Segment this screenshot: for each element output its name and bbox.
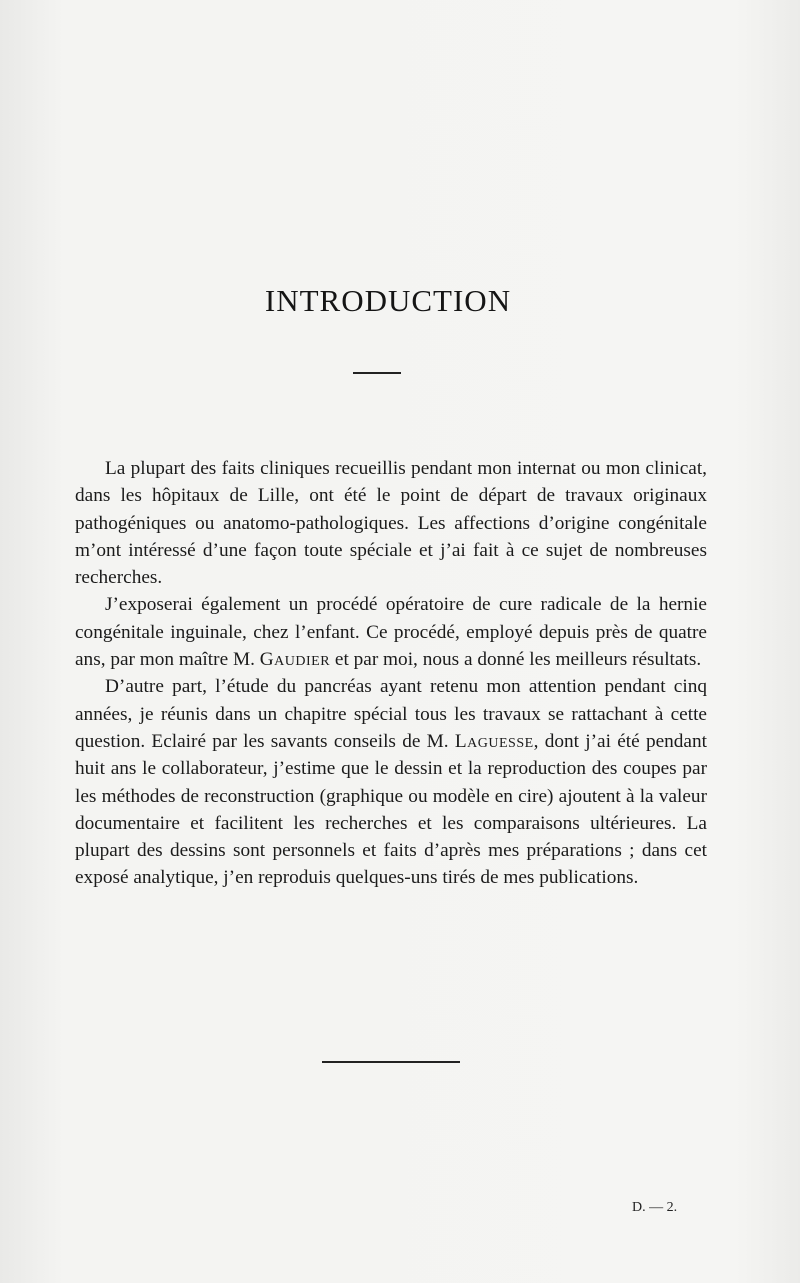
- paragraph-3-part-2: , dont j’ai été pendant huit ans le collaborateur, j’estime que le dessin et la reproduction des coupes par les méthodes de reconstruction (graphique ou modèle en cire) ajoutent à la valeur documentaire et facilitent les recherches et les comparaisons ultérieures. La plupart des dessins sont personnels et faits d’après mes préparations ; dans cet exposé analytique, j’en reproduis quelques-uns tirés de mes publications.: [75, 730, 707, 889]
- body-text: [75, 455, 707, 892]
- page-signature: D. — 2.: [632, 1200, 678, 1215]
- title-divider: [353, 372, 401, 374]
- end-divider: [322, 1061, 460, 1063]
- paragraph-2-part-2: et par moi, nous a donné les meilleurs résultats.: [330, 649, 702, 671]
- author-name-laguesse: Laguesse: [454, 730, 534, 752]
- author-name-gaudier: Gaudier: [259, 649, 331, 671]
- page-title: INTRODUCTION: [264, 283, 512, 318]
- paragraph-3-part-1: D’autre part, l’étude du pancréas ayant retenu mon attention pendant cinq années, je réunis dans un chapitre spécial tous les travaux se rattachant à cette question. Eclairé par les savants conseils de M.: [75, 676, 707, 752]
- paragraph-3: [75, 673, 707, 891]
- paragraph-1: La plupart des faits cliniques recueillis pendant mon internat ou mon clinicat, dans les hôpitaux de Lille, ont été le point de départ de travaux originaux pathogéniques ou anatomo-pathologiques. Les affections d’origine congénitale m’ont intéressé d’une façon toute spéciale et j’ai fait à ce sujet de nombreuses recherches.: [75, 458, 707, 589]
- paragraph-2: [75, 591, 707, 673]
- paragraph-2-part-1: J’exposerai également un procédé opératoire de cure radicale de la hernie congénitale inguinale, chez l’enfant. Ce procédé, employé depuis près de quatre ans, par mon maître M.: [75, 594, 707, 671]
